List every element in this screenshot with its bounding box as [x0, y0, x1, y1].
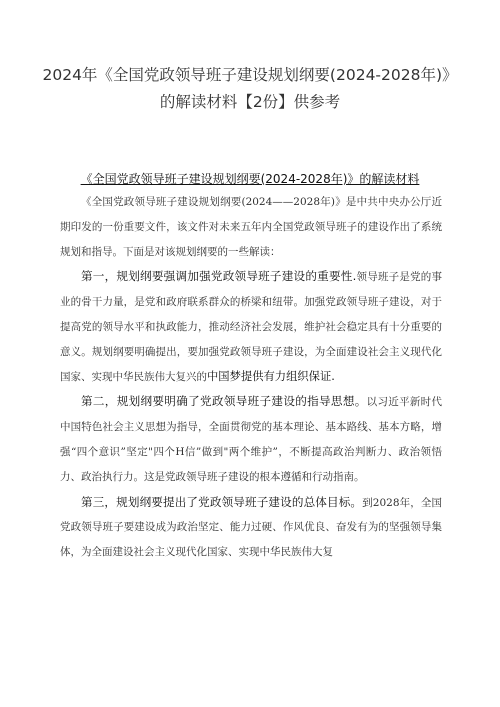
point-text: 领导班子是党的事业的骨干力量，是党和政府联系群众的桥梁和纽带。加强党政领导班子建设，对于提高党的领导水平和执政能力，推动经济社会发展，维护社会稳定具有十分重要的意义。规划纲要明确提出，要加强党政领导班子建设，为全面建设社会主义现代化国家、实现中华民族伟大复兴的 [60, 271, 443, 383]
document-body [60, 190, 442, 565]
document-title: 2024年《全国党政领导班子建设规划纲要(2024-2028年)》的解读材料【2份】供参考 [42, 66, 458, 111]
point-lead: 第三，规划纲要提出了党政领导班子建设的总体目标。 [81, 494, 363, 509]
point-paragraph-2 [60, 389, 442, 489]
point-lead: 第二，规划纲要明确了党政领导班子建设的指导思想。 [81, 394, 367, 409]
section-heading-text: 《全国党政领导班子建设规划纲要(2024-2028年)》的解读材料 [80, 172, 420, 186]
section-heading [40, 171, 460, 187]
point-tail: 中国梦提供有力组织保证. [207, 369, 335, 383]
point-text: 以习近平新时代中国特色社会主义思想为指导，全面贯彻党的基本理论、基本路线、基本方略，增强“四个意识”坚定"四个H信”做到"两个维护”，不断提高政治判断力、政治领悟力、政治执行力。这是党政领导班子建设的根本遵循和行动指南。 [60, 396, 442, 483]
point-paragraph-3 [60, 490, 442, 565]
point-lead: 第一，规划纲要强调加强党政领导班子建设的重要性. [81, 269, 357, 284]
intro-paragraph: 《全国党政领导班子建设规划纲要(2024——2028年)》是中共中央办公厅近期印发的一份重要文件，该文件对未来五年内全国党政领导班子的建设作出了系统规划和指导。下面是对该规划纲要的一些解读： [60, 196, 442, 258]
point-paragraph-1 [60, 264, 442, 389]
point-text: 到2028年，全国党政领导班子要建设成为政治坚定、能力过硬、作风优良、奋发有为的坚强领导集体，为全面建设社会主义现代化国家、实现中华民族伟大复 [60, 496, 442, 559]
